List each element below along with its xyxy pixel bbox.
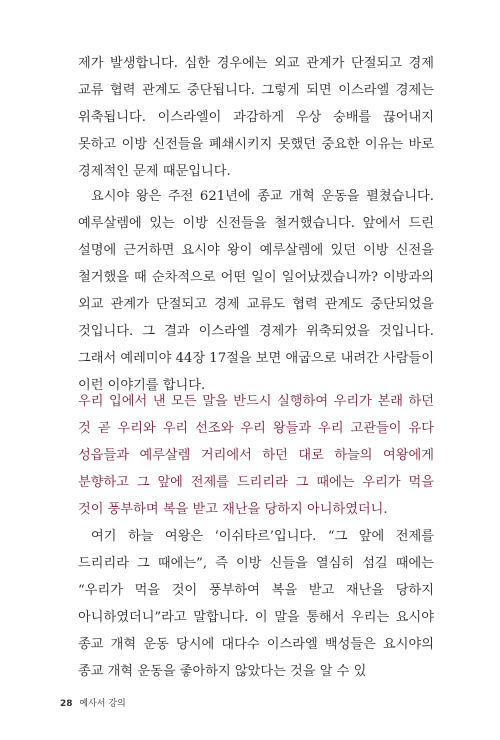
paragraph-continued: 제가 발생합니다. 심한 경우에는 외교 관계가 단절되고 경제 교류 협력 관계도 중단됩니다. 그렇게 되면 이스라엘 경제는 위축됩니다. 이스라엘이 과감하게 우상 숭배를 끊어내지 못하고 이방 신전들을 폐쇄시키지 못했던 중요한 이유는 바로 경제적인 문제 때문입니다. xyxy=(78,56,434,179)
book-title: 예사서 강의 xyxy=(79,699,126,709)
page-number: 28 xyxy=(60,699,73,709)
page-footer xyxy=(60,696,126,709)
scripture-quote: 우리 입에서 낸 모든 말을 반드시 실행하여 우리가 본래 하던 것 곧 우리와 우리 선조와 우리 왕들과 우리 고관들이 유다 성읍들과 예루살렘 거리에서 하던 대로 하늘의 여왕에게 분향하고 그 앞에 전제를 드리리라 그 때에는 우리가 먹을 것이 풍부하며 복을 받고 재난을 당하지 아니하였더니. xyxy=(78,394,434,517)
paragraph-queen-of-heaven: 여기 하늘 여왕은 ‘이쉬타르’입니다. “그 앞에 전제를 드리리라 그 때에는”, 즉 이방 신들을 열심히 섬길 때에는 “우리가 먹을 것이 풍부하여 복을 받고 재난을 당하지 아니하였더니”라고 말합니다. 이 말을 통해서 우리는 요시야 종교 개혁 운동 당시에 대다수 이스라엘 백성들은 요시야의 종교 개혁 운동을 좋아하지 않았다는 것을 알 수 있 xyxy=(78,529,434,679)
paragraph-josiah-reform: 요시야 왕은 주전 621년에 종교 개혁 운동을 펼쳤습니다. 예루살렘에 있는 이방 신전들을 철거했습니다. 앞에서 드린 설명에 근거하면 요시야 왕이 예루살렘에 있던 이방 신전을 철거했을 때 순차적으로 어떤 일이 일어났겠습니까? 이방과의 외교 관계가 단절되고 경제 교류도 협력 관계도 중단되었을 것입니다. 그 결과 이스라엘 경제가 위축되었을 것입니다. 그래서 예레미야 44장 17절을 보면 애굽으로 내려간 사람들이 이런 이야기를 합니다. xyxy=(78,189,434,393)
